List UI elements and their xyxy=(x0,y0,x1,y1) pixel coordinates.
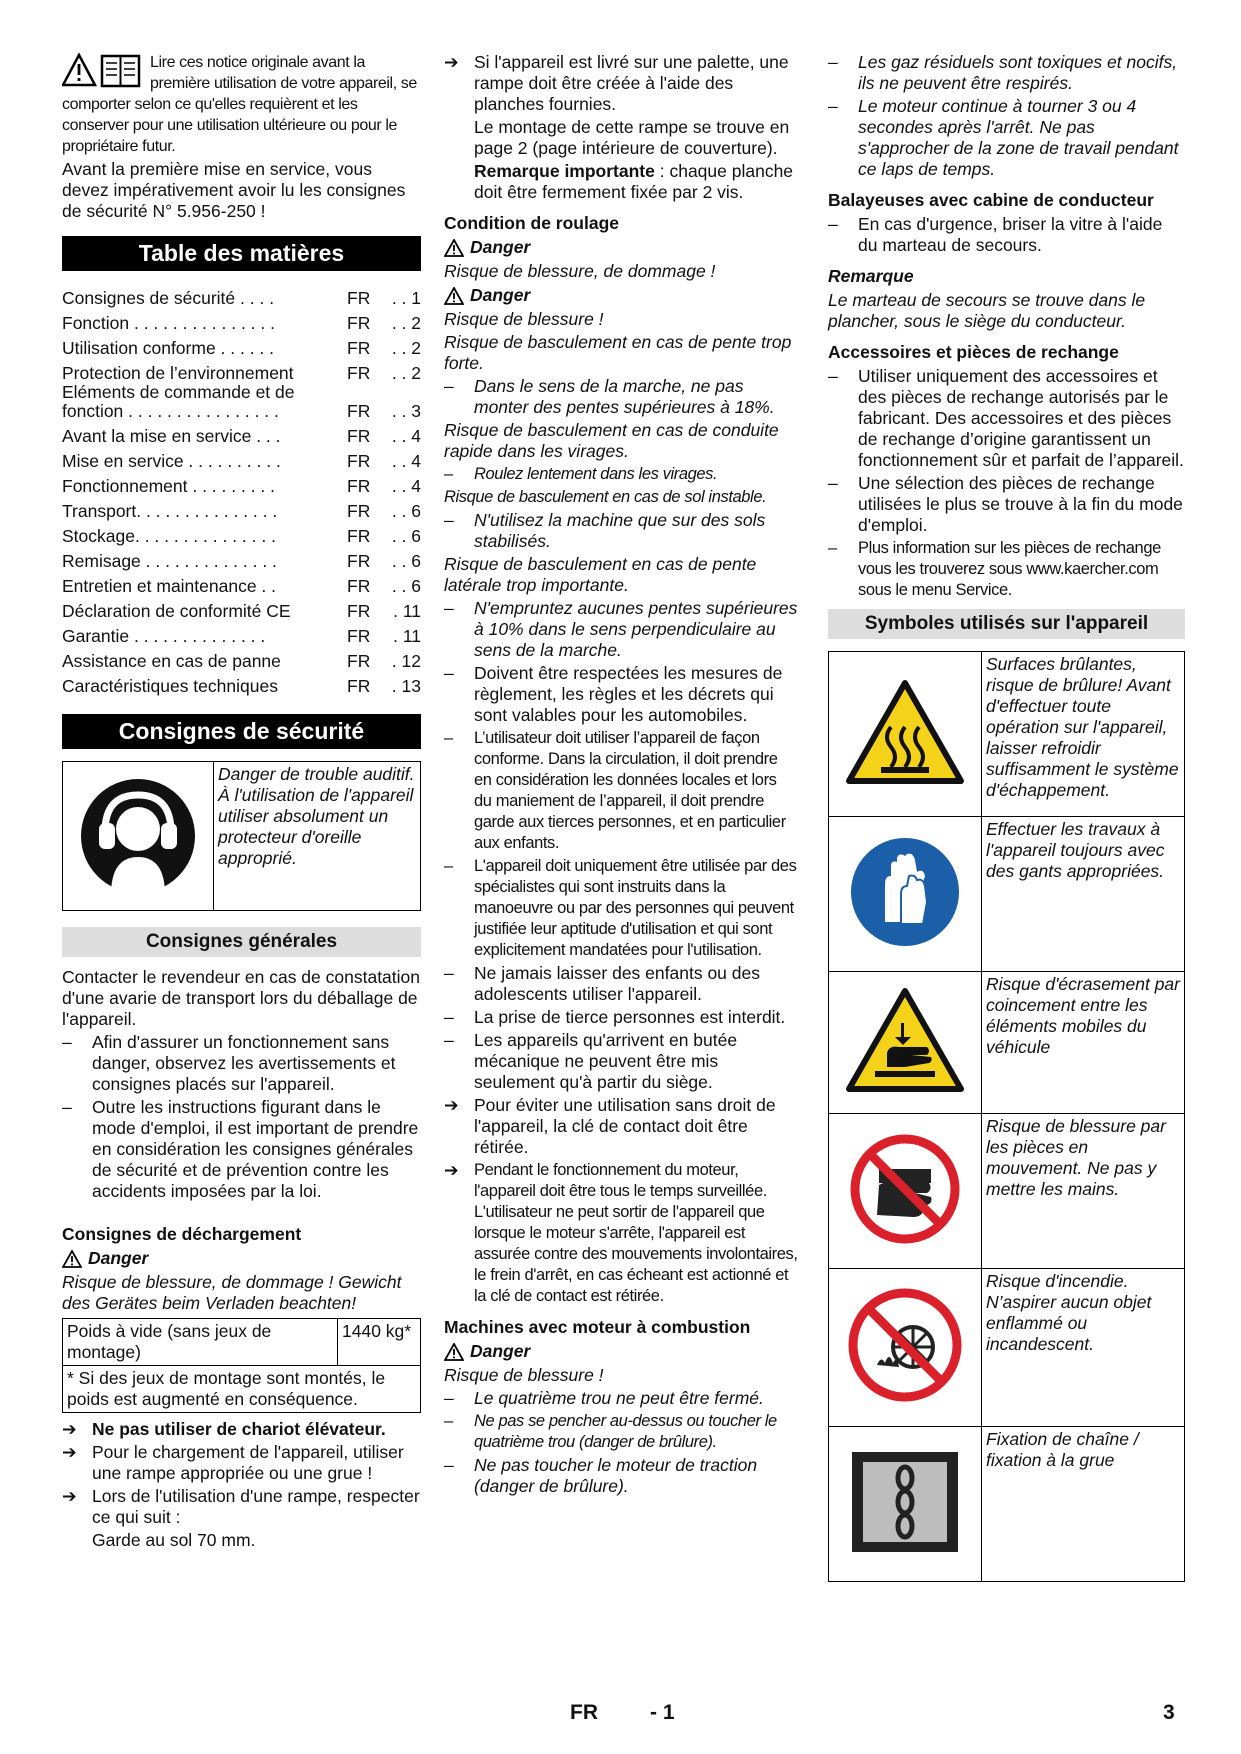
toc-label: Mise en service . . . . . . . . . . xyxy=(62,451,281,471)
page-number: 3 xyxy=(1163,1701,1175,1724)
gloves-mandatory-icon xyxy=(829,817,982,972)
toc-row[interactable] xyxy=(62,646,421,671)
toc-page: . . 4 xyxy=(391,426,421,446)
toc-row[interactable] xyxy=(62,521,421,546)
general-text: Contacter le revendeur en cas de constatation d'une avarie de transport lors du déballage de l'appareil. xyxy=(62,967,420,1029)
toc-title: Table des matières xyxy=(62,236,421,271)
column-1 xyxy=(62,52,421,1553)
ground-risk: Risque de basculement en cas de sol instable. xyxy=(444,488,767,506)
weight-note: * Si des jeux de montage sont montés, le poids est augmenté en conséquence. xyxy=(63,1366,421,1413)
list-item: – En cas d'urgence, briser la vitre à l'aide du marteau de secours. xyxy=(828,214,1163,255)
symbol-text: Surfaces brûlantes, risque de brûlure! Avant d'effectuer toute opération sur l'appareil, laisser refroidir suffisamment le système d'échappement. xyxy=(982,652,1185,817)
toc-lang: FR xyxy=(347,451,371,471)
intro-text: Lire ces notice originale avant la première utilisation de votre appareil, se comporter selon ce qu'elles requièrent et les conserver pour une utilisation ultérieure ou pour le propriétaire futur. xyxy=(62,54,417,155)
arrow-item: ➔ Pour éviter une utilisation sans droit de l'appareil, la clé de contact doit être rétirée. xyxy=(444,1095,776,1157)
no-hands-icon xyxy=(829,1114,982,1269)
arrow-item: ➔ Lors de l'utilisation d'une rampe, respecter ce qui suit : xyxy=(62,1486,420,1527)
toc-label: Entretien et maintenance . . xyxy=(62,576,277,596)
symbol-text: Effectuer les travaux à l'appareil toujours avec des gants appropriées. xyxy=(982,817,1185,972)
toc-lang: FR xyxy=(347,676,371,696)
toc-page: . . 2 xyxy=(391,313,421,333)
safety-title: Consignes de sécurité xyxy=(62,714,421,749)
cab-title: Balayeuses avec cabine de conducteur xyxy=(828,190,1154,210)
ear-protection-text: Danger de trouble auditif. À l'utilisation de l'appareil utiliser absolument un protecteur d'oreille approprié. xyxy=(218,764,415,868)
remark-text: Le marteau de secours se trouve dans le plancher, sous le siège du conducteur. xyxy=(828,290,1146,331)
toc-lang: FR xyxy=(347,501,371,521)
symbol-row xyxy=(829,817,1185,972)
list-item: – Outre les instructions figurant dans le mode d'emploi, il est important de prendre en considération les consignes générales de sécurité et de prévention contre les accidents imposées par la loi. xyxy=(62,1097,419,1201)
symbols-table xyxy=(828,651,1185,1582)
chain-fixing-icon xyxy=(829,1427,982,1582)
arrow-icon: ➔ xyxy=(62,1486,77,1506)
list-item: – N'empruntez aucunes pentes supérieures à 10% dans le sens perpendiculaire au sens de la marche. xyxy=(444,598,798,660)
toc-label: Stockage. . . . . . . . . . . . . . . xyxy=(62,526,276,546)
list-item: – Une sélection des pièces de rechange utilisées le plus se trouve à la fin du mode d'emploi. xyxy=(828,473,1183,535)
toc-row[interactable] xyxy=(62,333,421,358)
driving-risk-2: Risque de blessure ! xyxy=(444,309,604,329)
toc-label: Avant la mise en service . . . xyxy=(62,426,281,446)
symbol-row xyxy=(829,972,1185,1114)
toc-lang: FR xyxy=(347,313,371,333)
toc-label: Eléments de commande et de fonction . . . . . . . . . . . . . . . . xyxy=(62,382,295,421)
toc-lang: FR xyxy=(347,426,371,446)
danger-label: Danger xyxy=(62,1248,421,1269)
list-item: – Ne jamais laisser des enfants ou des adolescents utiliser l'appareil. xyxy=(444,963,760,1004)
combustion-risk: Risque de blessure ! xyxy=(444,1365,604,1385)
toc-row[interactable] xyxy=(62,496,421,521)
list-item: – Le quatrième trou ne peut être fermé. xyxy=(444,1388,764,1408)
toc-row[interactable] xyxy=(62,571,421,596)
symbol-row xyxy=(829,1427,1185,1582)
toc-label: Déclaration de conformité CE xyxy=(62,601,291,621)
accessories-title: Accessoires et pièces de rechange xyxy=(828,342,1119,362)
list-item: – Ne pas toucher le moteur de traction (danger de brûlure). xyxy=(444,1455,758,1496)
warning-triangle-icon xyxy=(444,287,464,305)
curve-risk: Risque de basculement en cas de conduite rapide dans les virages. xyxy=(444,420,779,461)
toc-label: Fonctionnement . . . . . . . . . xyxy=(62,476,276,496)
list-item: – Les gaz résiduels sont toxiques et nocifs, ils ne peuvent être respirés. xyxy=(828,52,1178,93)
list-item: – Utiliser uniquement des accessoires et des pièces de rechange autorisés par le fabricant. Des accessoires et des pièces de rechange d’origine garantissent un fonctionnement sûr et parfait de l’appareil. xyxy=(828,366,1184,470)
toc-row[interactable] xyxy=(62,546,421,571)
symbol-row xyxy=(829,1114,1185,1269)
symbol-text: Risque d'incendie. N’aspirer aucun objet enflammé ou incandescent. xyxy=(982,1269,1185,1427)
toc-lang: FR xyxy=(347,476,371,496)
arrow-item: ➔ Ne pas utiliser de chariot élévateur. xyxy=(62,1419,386,1439)
toc-page: . . 3 xyxy=(391,401,421,421)
toc-lang: FR xyxy=(347,401,371,421)
arrow-item: ➔ Pendant le fonctionnement du moteur, l'appareil doit être tous le temps surveillée. L'utilisateur ne peut sortir de l'appareil que lorsque le moteur s'arrête, l'appareil est assurée contre des mouvements involontaires, le frein d'arrêt, en cas écheant est actionné et la clé de contact est rétirée. xyxy=(444,1160,798,1305)
weight-value: 1440 kg* xyxy=(338,1319,421,1366)
list-item: – Doivent être respectées les mesures de règlement, les règles et les décrets qui sont valables pour les automobiles. xyxy=(444,663,783,725)
symbol-row xyxy=(829,652,1185,817)
hot-surface-warning-icon xyxy=(829,652,982,817)
toc-label: Fonction . . . . . . . . . . . . . . . xyxy=(62,313,275,333)
driving-risk: Risque de blessure, de dommage ! xyxy=(444,261,716,281)
arrow-icon: ➔ xyxy=(444,1095,459,1115)
list-item: – L’utilisateur doit utiliser l’appareil de façon conforme. Dans la circulation, il doit prendre en considération les données locales et lors du maniement de l’appareil, il doit prendre garde aux tierces personnes, et en particulier aux enfants. xyxy=(444,729,786,852)
toc-row[interactable] xyxy=(62,471,421,496)
toc-page: . . 2 xyxy=(391,338,421,358)
toc-page: . . 2 xyxy=(391,363,421,383)
weight-table xyxy=(62,1318,421,1413)
list-item: – L'appareil doit uniquement être utilisée par des spécialistes qui sont instruits dans la manoeuvre ou par des personnes qui peuvent justifiée leur aptitude d'utilisation et qui sont explicitement mandatées pour l'utilisation. xyxy=(444,857,797,959)
ground-clearance: Garde au sol 70 mm. xyxy=(92,1530,256,1550)
toc-lang: FR xyxy=(347,626,371,646)
column-2 xyxy=(444,52,798,1499)
arrow-icon: ➔ xyxy=(444,1160,459,1180)
list-item: – N'utilisez la machine que sur des sols stabilisés. xyxy=(444,510,766,551)
arrow-item: ➔ Si l'appareil est livré sur une palette, une rampe doit être créée à l'aide des planches fournies. xyxy=(444,52,789,114)
intro-text-2: Avant la première mise en service, vous devez impérativement avoir lu les consignes de sécurité N° 5.956-250 ! xyxy=(62,159,406,221)
list-item: – Plus information sur les pièces de rechange vous les trouverez sous www.kaercher.com sous le menu Service. xyxy=(828,539,1161,599)
column-3 xyxy=(828,52,1185,1582)
toc-row[interactable] xyxy=(62,621,421,646)
footer-subpage: - 1 xyxy=(650,1701,675,1724)
toc-row[interactable] xyxy=(62,283,421,308)
remark-label: Remarque xyxy=(828,266,914,286)
toc-lang: FR xyxy=(347,363,371,383)
symbol-text: Risque d'écrasement par coincement entre les éléments mobiles du véhicule xyxy=(982,972,1185,1114)
toc-lang: FR xyxy=(347,338,371,358)
toc-page: . . 6 xyxy=(391,526,421,546)
toc-lang: FR xyxy=(347,601,371,621)
danger-label: Danger xyxy=(444,285,798,306)
footer-lang: FR xyxy=(570,1701,598,1724)
intro-block xyxy=(62,52,421,222)
read-manual-icons xyxy=(62,52,142,92)
toc-row[interactable] xyxy=(62,446,421,471)
driving-list xyxy=(444,598,798,1093)
list-item: – La prise de tierce personnes est interdit. xyxy=(444,1007,786,1027)
list-item: – Le moteur continue à tourner 3 ou 4 secondes après l'arrêt. Ne pas s'approcher de la zone de travail pendant ce laps de temps. xyxy=(828,96,1179,179)
toc-row[interactable] xyxy=(62,358,421,383)
toc-page: . . 6 xyxy=(391,551,421,571)
toc-page: . . 6 xyxy=(391,576,421,596)
toc-page: . . 6 xyxy=(391,501,421,521)
toc-row[interactable] xyxy=(62,308,421,333)
combustion-title: Machines avec moteur à combustion xyxy=(444,1317,751,1337)
toc-table xyxy=(62,283,421,696)
toc-label: Garantie . . . . . . . . . . . . . . xyxy=(62,626,266,646)
toc-page: . 11 xyxy=(393,626,421,646)
general-title: Consignes générales xyxy=(62,927,421,957)
weight-label: Poids à vide (sans jeux de montage) xyxy=(63,1319,338,1366)
driving-title: Condition de roulage xyxy=(444,213,619,233)
toc-page: . 12 xyxy=(391,651,421,671)
toc-page: . 13 xyxy=(391,676,421,696)
important-note: Remarque importante : chaque planche doit être fermement fixée par 2 vis. xyxy=(474,161,794,202)
toc-lang: FR xyxy=(347,526,371,546)
ear-protection-icon xyxy=(63,762,214,910)
unloading-title: Consignes de déchargement xyxy=(62,1224,302,1244)
crush-warning-icon xyxy=(829,972,982,1114)
toc-label: Assistance en cas de panne xyxy=(62,651,281,671)
arrow-item: ➔ Pour le chargement de l'appareil, utiliser une rampe appropriée ou une grue ! xyxy=(62,1442,404,1483)
danger-label: Danger xyxy=(444,1341,798,1362)
toc-label: Consignes de sécurité . . . . xyxy=(62,288,275,308)
toc-label: Remisage . . . . . . . . . . . . . . xyxy=(62,551,277,571)
toc-lang: FR xyxy=(347,288,371,308)
ear-protection-box xyxy=(62,761,421,911)
warning-triangle-icon xyxy=(62,1250,82,1268)
toc-page: . . 1 xyxy=(391,288,421,308)
toc-row[interactable] xyxy=(62,596,421,621)
symbol-row xyxy=(829,1269,1185,1427)
symbol-text: Fixation de chaîne / fixation à la grue xyxy=(982,1427,1185,1582)
toc-row[interactable] xyxy=(62,421,421,446)
arrow-icon: ➔ xyxy=(62,1442,77,1462)
list-item: – Les appareils qu'arrivent en butée mécanique ne peuvent être mis seulement qu'à partir du siège. xyxy=(444,1030,738,1092)
list-item: – Afin d'assurer un fonctionnement sans danger, observez les avertissements et consignes placés sur l'appareil. xyxy=(62,1032,396,1094)
list-item: – Dans le sens de la marche, ne pas monter des pentes supérieures à 18%. xyxy=(444,376,775,417)
list-item: – Roulez lentement dans les virages. xyxy=(444,465,718,483)
pallet-note: Le montage de cette rampe se trouve en page 2 (page intérieure de couverture). xyxy=(474,117,790,158)
toc-lang: FR xyxy=(347,576,371,596)
toc-label: Transport. . . . . . . . . . . . . . . xyxy=(62,501,278,521)
toc-label: Protection de l’environnement xyxy=(62,363,294,383)
unloading-risk: Risque de blessure, de dommage ! Gewicht des Gerätes beim Verladen beachten! xyxy=(62,1272,402,1313)
list-item: – Ne pas se pencher au-dessus ou toucher le quatrième trou (danger de brûlure). xyxy=(444,1412,777,1451)
no-fire-icon xyxy=(829,1269,982,1427)
toc-label: Utilisation conforme . . . . . . xyxy=(62,338,275,358)
slope-risk: Risque de basculement en cas de pente trop forte. xyxy=(444,332,792,373)
toc-page: . 11 xyxy=(393,601,421,621)
toc-row[interactable] xyxy=(62,383,421,421)
arrow-icon: ➔ xyxy=(444,52,459,72)
toc-page: . . 4 xyxy=(391,476,421,496)
warning-triangle-icon xyxy=(444,1343,464,1361)
toc-page: . . 4 xyxy=(391,451,421,471)
toc-label: Caractéristiques techniques xyxy=(62,676,278,696)
warning-triangle-icon xyxy=(444,239,464,257)
lateral-risk: Risque de basculement en cas de pente latérale trop importante. xyxy=(444,554,757,595)
arrow-icon: ➔ xyxy=(62,1419,77,1439)
danger-label: Danger xyxy=(444,237,798,258)
toc-lang: FR xyxy=(347,651,371,671)
symbols-title: Symboles utilisés sur l'appareil xyxy=(828,609,1185,639)
toc-row[interactable] xyxy=(62,671,421,696)
toc-lang: FR xyxy=(347,551,371,571)
symbol-text: Risque de blessure par les pièces en mouvement. Ne pas y mettre les mains. xyxy=(982,1114,1185,1269)
